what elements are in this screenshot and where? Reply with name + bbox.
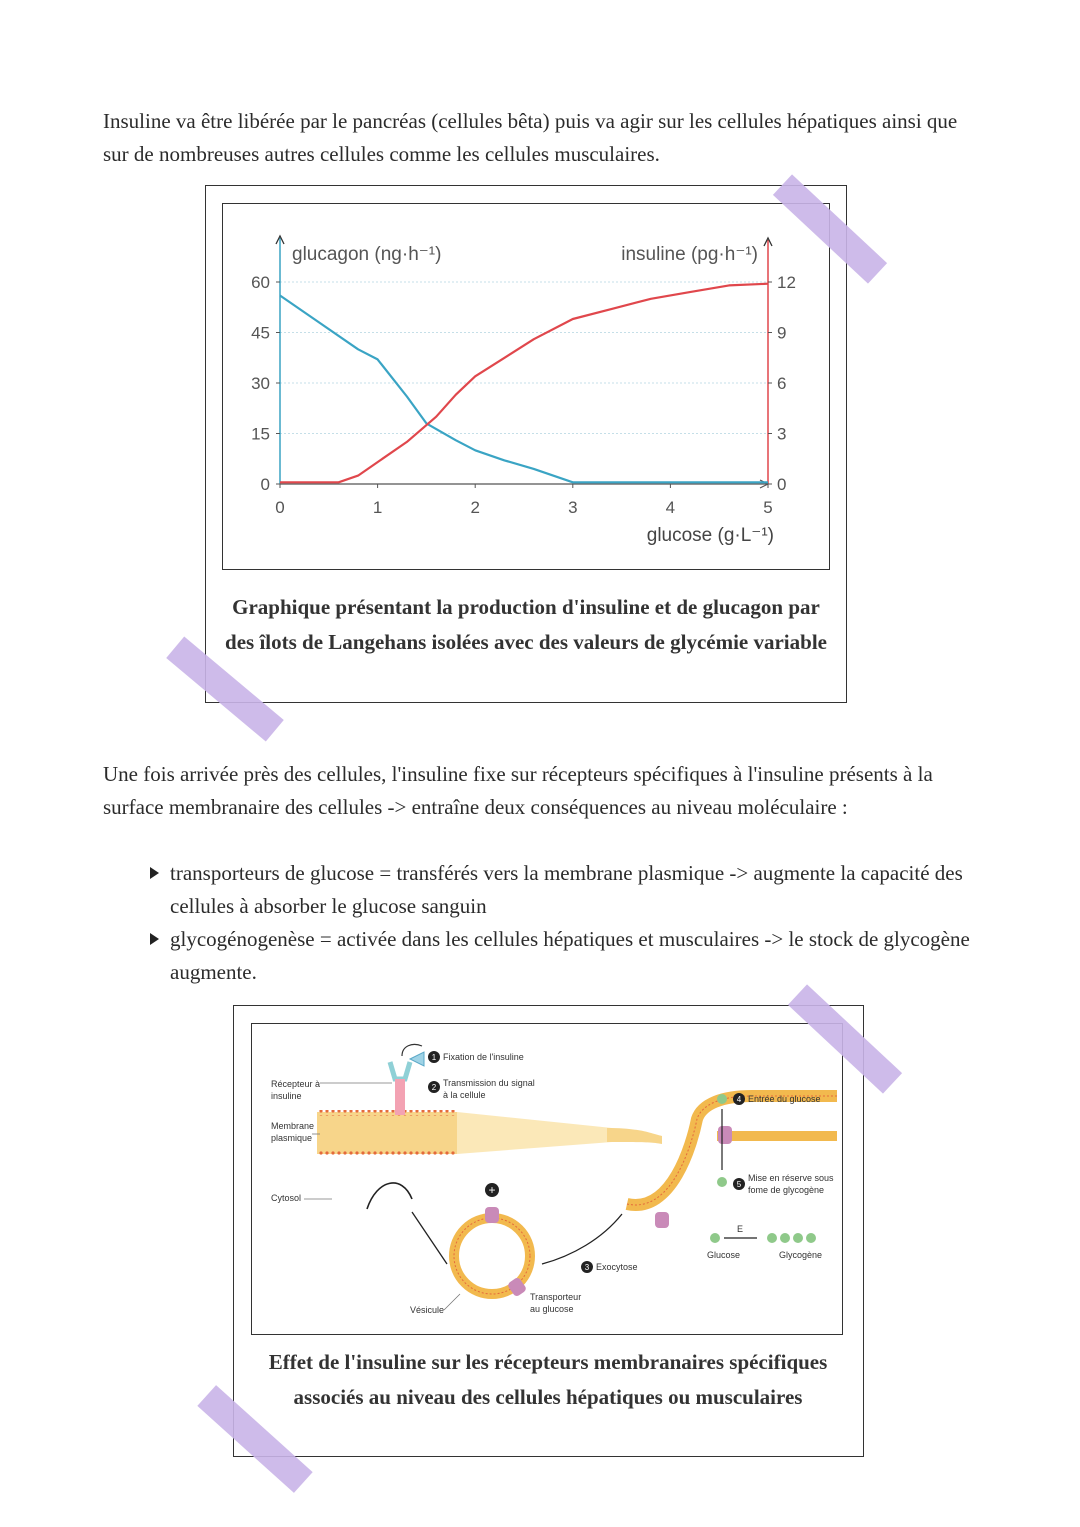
enzyme-label: E	[736, 1224, 744, 1234]
intro-paragraph: Insuline va être libérée par le pancréas (cellules bêta) puis va agir sur les cellules hépatiques ainsi que sur de nombreuses autres cellules comme les cellules musculaires.	[103, 109, 958, 166]
step-1-number: 1	[431, 1053, 437, 1062]
bullet-text: glycogénogenèse = activée dans les cellules hépatiques et musculaires -> le stock de glycogène augmente.	[170, 927, 970, 984]
figure-1-caption: Graphique présentant la production d'insuline et de glucagon par des îlots de Langehans isolées avec des valeurs de glycémie variable	[225, 595, 827, 654]
step-5-number: 5	[736, 1180, 742, 1189]
glucose-label: Glucose	[707, 1250, 741, 1260]
x-tick-label: 1	[372, 498, 383, 517]
insulin-diagram	[252, 1024, 842, 1334]
glucose-transporter	[718, 1126, 732, 1144]
x-tick-label: 4	[665, 498, 676, 517]
y-tick-label-right: 12	[777, 273, 796, 292]
glucose-transporter	[655, 1212, 669, 1228]
receptor-label: Récepteur à	[271, 1079, 321, 1089]
insulin-receptor	[390, 1062, 410, 1115]
membrane-head-row	[317, 1110, 457, 1116]
bullet-list	[140, 857, 990, 989]
y-tick-label-left: 45	[251, 323, 270, 343]
step-3-text: Exocytose	[596, 1262, 638, 1272]
triangle-bullet-icon	[150, 933, 159, 945]
signal-arrow	[412, 1212, 447, 1264]
y-tick-label-right: 0	[777, 475, 787, 494]
glucose-transporter	[485, 1207, 499, 1223]
triangle-bullet-icon	[150, 867, 159, 879]
y-tick-label-right: 6	[777, 374, 787, 393]
glucagon-line	[280, 296, 768, 483]
membrane-fold	[607, 1128, 662, 1144]
y-axis-left-label: glucagon (ng·h⁻¹)	[292, 244, 442, 265]
y-axis-right-label: insuline (pg·h⁻¹)	[621, 244, 758, 265]
x-tick-label: 0	[275, 498, 285, 517]
y-tick-label-left: 0	[260, 475, 270, 494]
chart-box	[222, 203, 830, 570]
membrane-bilayer	[317, 1112, 457, 1154]
leader-line	[444, 1294, 460, 1310]
x-tick-label: 3	[568, 498, 578, 517]
x-axis-label: glucose (g·L⁻¹)	[646, 525, 774, 546]
step-1-text: Fixation de l'insuline	[443, 1052, 524, 1062]
cytosol-label: Cytosol	[271, 1193, 302, 1203]
receptor-label: insuline	[271, 1091, 302, 1101]
plus-sign: +	[488, 1183, 496, 1197]
y-tick-label-right: 9	[777, 323, 787, 343]
signal-arrow	[367, 1183, 412, 1209]
paragraph-2: Une fois arrivée près des cellules, l'insuline fixe sur récepteurs spécifiques à l'insuline présents à la surface membranaire des cellules -> entraîne deux conséquences au niveau moléculaire :	[103, 762, 933, 819]
y-tick-label-left: 60	[251, 273, 270, 292]
membrane-head-row	[317, 1150, 457, 1156]
transporter-label: Transporteur	[530, 1292, 582, 1302]
step-4-number: 4	[736, 1095, 742, 1104]
glucose-molecule	[717, 1094, 727, 1104]
chart	[223, 204, 829, 569]
step-2-text: à la cellule	[443, 1090, 486, 1100]
vesicle-label: Vésicule	[410, 1305, 445, 1315]
insulin-molecule	[410, 1052, 424, 1066]
glucose-molecule	[710, 1233, 720, 1243]
step-2-text: Transmission du signal	[443, 1078, 535, 1088]
step-3-number: 3	[584, 1263, 590, 1272]
bullet-item	[140, 857, 990, 923]
step-4-text: Entrée du glucose	[748, 1094, 821, 1104]
step-5-text: Mise en réserve sous	[748, 1173, 834, 1183]
diagram-box	[251, 1023, 843, 1335]
x-tick-label: 2	[470, 498, 480, 517]
glycogen-label: Glycogène	[779, 1250, 823, 1260]
exocytosis-arrow	[542, 1214, 622, 1264]
step-2-number: 2	[431, 1083, 437, 1092]
step-5-text: fome de glycogène	[748, 1185, 825, 1195]
y-tick-label-right: 3	[777, 424, 787, 444]
bullet-text: transporteurs de glucose = transférés vers la membrane plasmique -> augmente la capacité des cellules à absorber le glucose sanguin	[170, 861, 963, 918]
figure-2-caption: Effet de l'insuline sur les récepteurs membranaires spécifiques associés au niveau des cellules hépatiques ou musculaires	[268, 1350, 828, 1409]
glycogen-chain	[767, 1233, 816, 1243]
membrane-label: Membrane	[271, 1121, 315, 1131]
x-tick-label: 5	[763, 498, 773, 517]
membrane-perspective	[457, 1112, 612, 1154]
glucose-molecule	[717, 1177, 727, 1187]
y-tick-label-left: 30	[251, 374, 270, 393]
y-tick-label-left: 15	[251, 424, 270, 444]
transporter-label: au glucose	[530, 1304, 574, 1314]
bullet-item	[140, 923, 990, 989]
membrane-label: plasmique	[271, 1133, 313, 1143]
